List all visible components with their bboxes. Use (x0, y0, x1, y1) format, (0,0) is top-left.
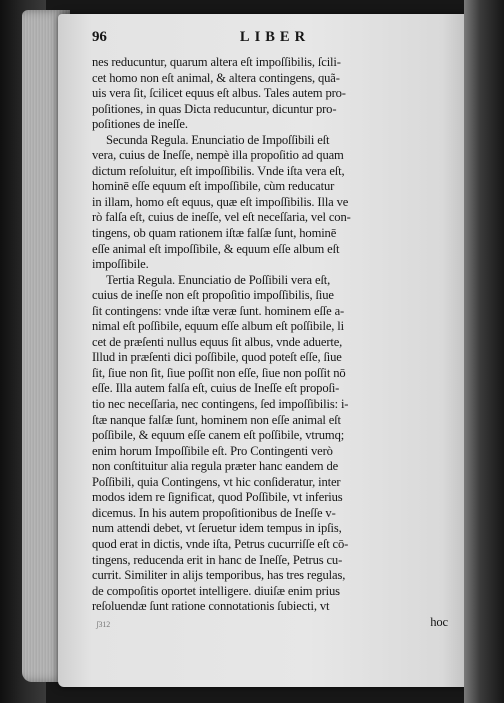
text-line: eſſe animal eſt impoſſibile, & equum eſſe album eſt (92, 241, 340, 256)
text-line: tingens, ob quam rationem iſtæ falſæ ſunt, hominē (92, 226, 337, 241)
catchword: hoc (430, 614, 448, 629)
text-line: Illud in præſenti dici poſſibile, quod poteſt eſſe, ſiue (92, 350, 342, 365)
text-line: uis vera ſit, ſcilicet equus eſt albus. Tales autem pro- (92, 86, 346, 101)
text-line: modos idem re ſignificat, quod Poſſibile, vt inferius (92, 490, 343, 505)
paragraph (92, 133, 458, 273)
text-line: poſitiones, in quas Dicta reducuntur, dicuntur pro- (92, 101, 337, 116)
text-line: non conſtituitur alia regula præter hanc eandem de (92, 459, 339, 474)
fold-shadow (464, 0, 504, 703)
text-line: reſoluendæ ſunt ratione connotationis ſubiecti, vt (92, 599, 330, 614)
text-line: dictum reſoluitur, eſt impoſſibilis. Vnde iſta vera eſt, (92, 163, 345, 178)
page-header (92, 30, 458, 52)
catchword-row (92, 615, 458, 631)
text-line: Poſſibili, quia Contingens, vt hic conſideratur, inter (92, 474, 341, 489)
text-line: Tertia Regula. Enunciatio de Poſſibili vera eſt, (106, 272, 331, 287)
text-line: quod erat in dictis, vnde iſta, Petrus cucurriſſe eſt cō- (92, 536, 349, 551)
text-line: hominē eſſe equum eſt impoſſibile, cùm reducatur (92, 179, 335, 194)
running-head: LIBER (239, 29, 311, 45)
paragraph (92, 273, 458, 615)
text-line: ſit, ſiue non ſit, ſiue poſſit non eſſe, ſiue non poſſit nō (92, 365, 346, 380)
text-line: impoſſibile. (92, 257, 149, 272)
text-line: tio nec neceſſaria, nec contingens, ſed impoſſibilis: i- (92, 397, 349, 412)
text-line: poſitiones de ineſſe. (92, 117, 188, 132)
text-line: ſit contingens: vnde iſtæ veræ ſunt. hominem eſſe a- (92, 303, 345, 318)
text-line: vera, cuius de Ineſſe, nempè illa propoſitio ad quam (92, 148, 344, 163)
text-line: cet homo non eſt animal, & altera contingens, quã- (92, 70, 340, 85)
text-line: tingens, reducenda erit in hanc de Ineſſe, Petrus cu- (92, 552, 343, 567)
folio-mark: ʃ312 (96, 619, 111, 629)
text-line: dicemus. In his autem propoſitionibus de Ineſſe v- (92, 505, 336, 520)
page-number: 96 (92, 29, 107, 45)
text-line: de compoſitis oportet intelligere. diuiſæ enim prius (92, 583, 340, 598)
text-line: rò falſa eſt, cuius de ineſſe, vel eſt neceſſaria, vel con- (92, 210, 351, 225)
body-text (92, 55, 458, 615)
text-line: num attendi debet, vt ſeruetur idem tempus in ipſis, (92, 521, 342, 536)
text-line: cet de præſenti nullus equus ſit albus, vnde aduerte, (92, 334, 343, 349)
text-line: nes reducuntur, quarum altera eſt impoſſibilis, ſcili- (92, 55, 341, 69)
text-line: currit. Similiter in alijs temporibus, has tres regulas, (92, 568, 346, 583)
text-line: ſtæ nanque falſæ ſunt, hominem non eſſe animal eſt (92, 412, 341, 427)
text-line: cuius de ineſſe non eſt propoſitio impoſſibilis, ſiue (92, 288, 334, 303)
text-line: enim horum Impoſſibile eſt. Pro Contingenti verò (92, 443, 333, 458)
text-line: in illam, homo eſt equus, quæ eſt impoſſibilis. Illa ve (92, 194, 349, 209)
text-block (92, 30, 458, 631)
text-line: Secunda Regula. Enunciatio de Impoſſibili eſt (106, 132, 330, 147)
paragraph (92, 55, 458, 133)
text-line: poſſibile, & equum eſſe canem eſt poſſibile, vtrumq; (92, 428, 345, 443)
text-line: nimal eſt poſſibile, equum eſſe album eſt poſſibile, li (92, 319, 344, 334)
text-line: eſſe. Illa autem falſa eſt, cuius de Ineſſe eſt propoſi- (92, 381, 340, 396)
